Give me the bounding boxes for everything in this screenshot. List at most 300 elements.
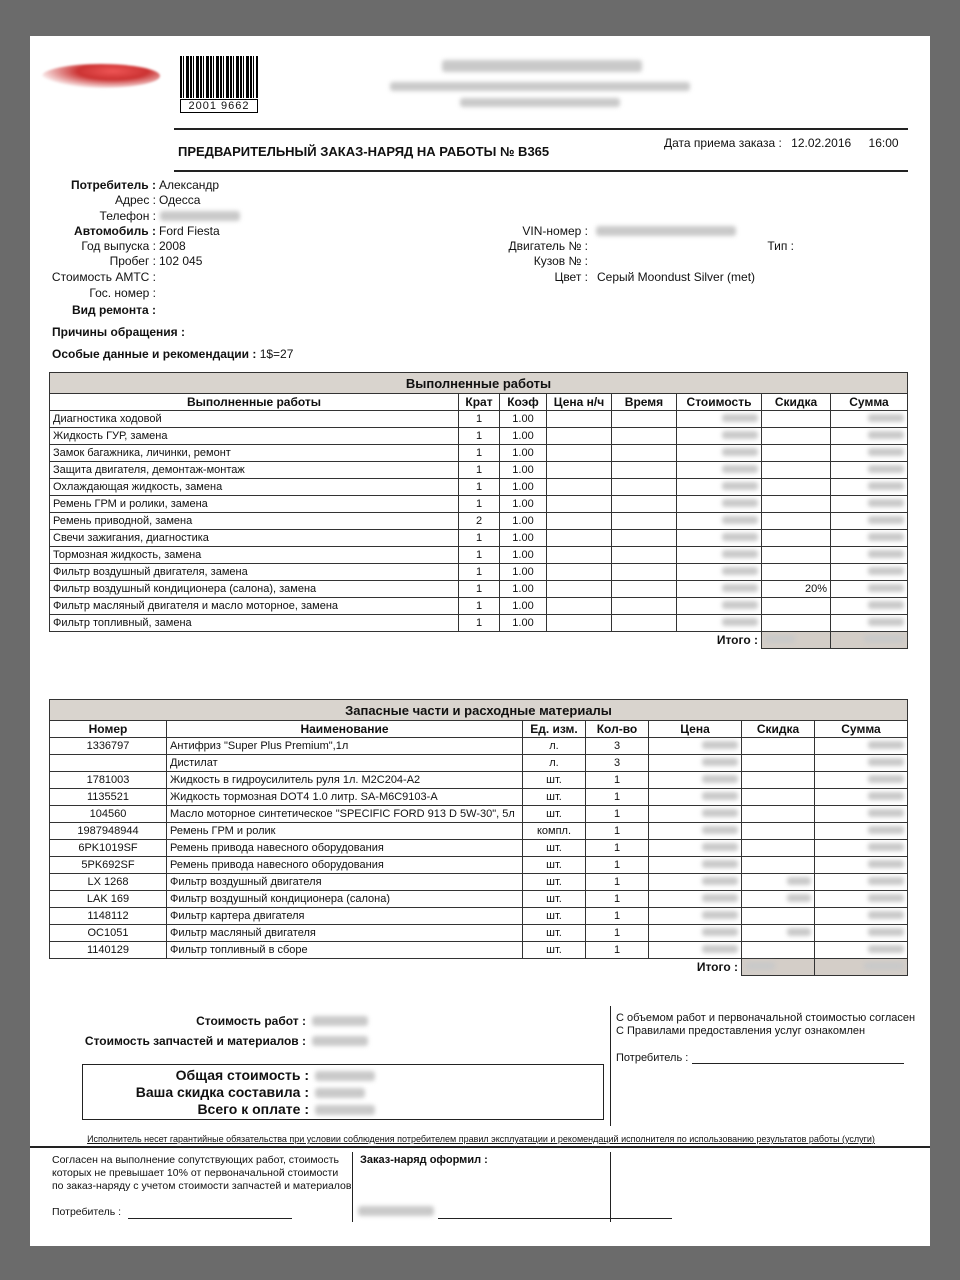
part-unit: шт. — [523, 840, 586, 857]
consumer-sign-label: Потребитель : — [616, 1052, 689, 1064]
parts-body — [50, 738, 908, 959]
part-price — [649, 925, 742, 942]
works-col-header: Коэф — [500, 394, 547, 411]
work-name: Охлаждающая жидкость, замена — [50, 479, 459, 496]
guarantee-note: Исполнитель несет гарантийные обязательства при условии соблюдения потребителем правил эксплуатации и рекомендаций исполнителя по использованию результатов работы (услуги) — [87, 1134, 875, 1144]
work-name: Диагностика ходовой — [50, 411, 459, 428]
work-time — [612, 445, 677, 462]
work-sum-redacted — [868, 533, 904, 541]
work-cost-redacted — [722, 431, 758, 439]
part-qty: 1 — [586, 908, 649, 925]
part-number: 1140129 — [50, 942, 167, 959]
issuer-name-redacted — [358, 1206, 434, 1216]
part-sum-redacted — [868, 928, 904, 936]
work-discount — [762, 496, 831, 513]
document-title: ПРЕДВАРИТЕЛЬНЫЙ ЗАКАЗ-НАРЯД НА РАБОТЫ № B365 — [178, 144, 550, 159]
work-name: Защита двигателя, демонтаж-монтаж — [50, 462, 459, 479]
part-qty: 1 — [586, 925, 649, 942]
work-discount — [762, 564, 831, 581]
work-time — [612, 428, 677, 445]
table-row — [50, 840, 908, 857]
table-row — [50, 615, 908, 632]
table-row — [50, 530, 908, 547]
part-number: 1135521 — [50, 789, 167, 806]
work-multiplier: 1 — [459, 462, 500, 479]
part-discount — [742, 789, 815, 806]
works-table-title: Выполненные работы — [50, 373, 908, 394]
work-sum — [831, 496, 908, 513]
part-unit: компл. — [523, 823, 586, 840]
agree-scope: С объемом работ и первоначальной стоимостью согласен — [616, 1012, 916, 1024]
works-cost-label: Стоимость работ : — [196, 1014, 306, 1028]
table-row — [50, 581, 908, 598]
consumer-sign-label-2: Потребитель : — [52, 1206, 122, 1218]
work-discount — [762, 513, 831, 530]
work-rate — [547, 513, 612, 530]
table-row — [50, 411, 908, 428]
part-name: Антифриз "Super Plus Premium",1л — [167, 738, 523, 755]
parts-col-header: Скидка — [742, 721, 815, 738]
part-sum — [815, 925, 908, 942]
work-cost — [677, 598, 762, 615]
part-number: LAK 169 — [50, 891, 167, 908]
total-box — [82, 1064, 604, 1120]
part-name: Фильтр топливный в сборе — [167, 942, 523, 959]
part-unit: шт. — [523, 942, 586, 959]
part-number: 5PK692SF — [50, 857, 167, 874]
work-coef: 1.00 — [500, 564, 547, 581]
work-cost — [677, 479, 762, 496]
work-rate — [547, 530, 612, 547]
pay-label: Всего к оплате : — [197, 1101, 309, 1117]
work-multiplier: 2 — [459, 513, 500, 530]
company-contacts-redacted — [460, 98, 620, 107]
parts-cost-redacted — [312, 1036, 368, 1046]
issued-sign-line — [438, 1218, 672, 1219]
discount-label: Ваша скидка составила : — [135, 1084, 309, 1100]
work-sum-redacted — [868, 414, 904, 422]
work-sum — [831, 530, 908, 547]
work-multiplier: 1 — [459, 615, 500, 632]
vin-redacted — [596, 226, 736, 236]
work-name: Свечи зажигания, диагностика — [50, 530, 459, 547]
parts-col-header: Кол-во — [586, 721, 649, 738]
work-time — [612, 564, 677, 581]
date-value: 12.02.2016 — [791, 136, 852, 150]
work-coef: 1.00 — [500, 530, 547, 547]
part-number: 1781003 — [50, 772, 167, 789]
part-price-redacted — [702, 843, 738, 851]
work-sum-redacted — [868, 499, 904, 507]
part-discount — [742, 806, 815, 823]
work-rate — [547, 479, 612, 496]
work-sum — [831, 513, 908, 530]
work-cost — [677, 581, 762, 598]
table-row — [50, 513, 908, 530]
part-name: Фильтр картера двигателя — [167, 908, 523, 925]
work-sum — [831, 462, 908, 479]
part-price — [649, 942, 742, 959]
part-sum — [815, 806, 908, 823]
part-price-redacted — [702, 826, 738, 834]
work-rate — [547, 564, 612, 581]
works-total-sum — [831, 632, 908, 649]
work-coef: 1.00 — [500, 547, 547, 564]
part-sum-redacted — [868, 894, 904, 902]
part-price — [649, 908, 742, 925]
part-price — [649, 891, 742, 908]
footer-divider-1 — [352, 1152, 353, 1222]
part-number: LX 1268 — [50, 874, 167, 891]
work-sum — [831, 547, 908, 564]
table-row — [50, 479, 908, 496]
parts-cost-label: Стоимость запчастей и материалов : — [84, 1034, 306, 1048]
part-unit: шт. — [523, 874, 586, 891]
work-discount — [762, 411, 831, 428]
total-cost-label: Общая стоимость : — [175, 1067, 309, 1083]
work-coef: 1.00 — [500, 411, 547, 428]
work-sum — [831, 564, 908, 581]
part-price — [649, 874, 742, 891]
work-multiplier: 1 — [459, 564, 500, 581]
car-label: Автомобиль : — [74, 224, 156, 238]
work-sum — [831, 598, 908, 615]
special-notes — [52, 347, 293, 361]
footer-rule — [30, 1146, 930, 1148]
work-coef: 1.00 — [500, 598, 547, 615]
part-qty: 1 — [586, 789, 649, 806]
special-value: 1$=27 — [259, 347, 294, 361]
work-cost — [677, 547, 762, 564]
work-cost — [677, 513, 762, 530]
works-body — [50, 411, 908, 632]
work-coef: 1.00 — [500, 615, 547, 632]
table-row — [50, 891, 908, 908]
work-discount — [762, 598, 831, 615]
parts-col-header: Сумма — [815, 721, 908, 738]
part-discount — [742, 772, 815, 789]
work-time — [612, 581, 677, 598]
work-cost-redacted — [722, 533, 758, 541]
work-time — [612, 479, 677, 496]
work-time — [612, 530, 677, 547]
work-cost — [677, 428, 762, 445]
part-number: 1987948944 — [50, 823, 167, 840]
work-name: Фильтр масляный двигателя и масло моторное, замена — [50, 598, 459, 615]
work-sum — [831, 411, 908, 428]
issued-by-label: Заказ-наряд оформил : — [360, 1154, 488, 1166]
part-unit: л. — [523, 755, 586, 772]
work-discount — [762, 445, 831, 462]
work-multiplier: 1 — [459, 547, 500, 564]
work-multiplier: 1 — [459, 479, 500, 496]
work-multiplier: 1 — [459, 411, 500, 428]
date-label: Дата приема заказа : — [664, 136, 782, 150]
phone-label: Телефон : — [99, 209, 156, 223]
part-name: Масло моторное синтетическое "SPECIFIC FORD 913 D 5W-30", 5л — [167, 806, 523, 823]
work-sum-redacted — [868, 516, 904, 524]
part-price-redacted — [702, 775, 738, 783]
address-label: Адрес : — [114, 193, 156, 207]
table-row — [50, 789, 908, 806]
car-value: Ford Fiesta — [159, 224, 220, 238]
part-unit: шт. — [523, 789, 586, 806]
work-rate — [547, 598, 612, 615]
work-coef: 1.00 — [500, 513, 547, 530]
part-unit: шт. — [523, 772, 586, 789]
part-price-redacted — [702, 911, 738, 919]
work-name: Ремень приводной, замена — [50, 513, 459, 530]
work-time — [612, 462, 677, 479]
work-cost-redacted — [722, 516, 758, 524]
part-qty: 1 — [586, 874, 649, 891]
work-sum-redacted — [868, 550, 904, 558]
part-sum — [815, 857, 908, 874]
work-sum-redacted — [868, 448, 904, 456]
pay-redacted — [315, 1105, 375, 1115]
part-qty: 1 — [586, 806, 649, 823]
work-coef: 1.00 — [500, 462, 547, 479]
header-rule-bottom — [174, 170, 908, 172]
discount-redacted — [315, 1088, 365, 1098]
parts-total-label: Итого : — [696, 960, 738, 975]
part-name: Ремень привода навесного оборудования — [167, 840, 523, 857]
part-sum-redacted — [868, 945, 904, 953]
parts-col-header: Ед. изм. — [523, 721, 586, 738]
part-price-redacted — [702, 877, 738, 885]
work-sum-redacted — [868, 482, 904, 490]
works-total-row — [50, 632, 908, 649]
table-row — [50, 496, 908, 513]
work-rate — [547, 462, 612, 479]
mileage-label: Пробег : — [109, 254, 156, 268]
part-number: 1148112 — [50, 908, 167, 925]
part-discount-redacted — [787, 894, 811, 902]
works-col-header: Время — [612, 394, 677, 411]
work-time — [612, 513, 677, 530]
work-name: Фильтр воздушный двигателя, замена — [50, 564, 459, 581]
consumer-label: Потребитель : — [70, 178, 156, 192]
work-discount — [762, 547, 831, 564]
part-name: Фильтр масляный двигателя — [167, 925, 523, 942]
works-col-header: Скидка — [762, 394, 831, 411]
work-time — [612, 615, 677, 632]
work-coef: 1.00 — [500, 581, 547, 598]
part-qty: 3 — [586, 738, 649, 755]
works-col-header: Цена н/ч — [547, 394, 612, 411]
part-unit: шт. — [523, 891, 586, 908]
works-col-header: Выполненные работы — [50, 394, 459, 411]
work-cost — [677, 564, 762, 581]
plate-label: Гос. номер : — [89, 286, 156, 300]
part-price — [649, 789, 742, 806]
part-qty: 1 — [586, 857, 649, 874]
work-time — [612, 547, 677, 564]
order-document — [30, 36, 930, 1246]
barcode — [180, 56, 258, 114]
part-sum — [815, 908, 908, 925]
work-sum-redacted — [868, 567, 904, 575]
work-discount — [762, 479, 831, 496]
company-address-redacted — [390, 82, 690, 91]
work-sum — [831, 445, 908, 462]
part-unit: шт. — [523, 806, 586, 823]
work-discount — [762, 530, 831, 547]
part-price — [649, 772, 742, 789]
works-cost-redacted — [312, 1016, 368, 1026]
part-sum-redacted — [868, 792, 904, 800]
part-unit: шт. — [523, 857, 586, 874]
table-row — [50, 755, 908, 772]
part-qty: 1 — [586, 891, 649, 908]
part-discount-redacted — [787, 928, 811, 936]
part-name: Дистилат — [167, 755, 523, 772]
table-row — [50, 857, 908, 874]
year-label: Год выпуска : — [81, 239, 156, 253]
work-name: Тормозная жидкость, замена — [50, 547, 459, 564]
part-price-redacted — [702, 741, 738, 749]
consumer-sign-line-2 — [128, 1218, 292, 1219]
work-rate — [547, 547, 612, 564]
work-cost-redacted — [722, 482, 758, 490]
works-col-header: Стоимость — [677, 394, 762, 411]
part-number: 1336797 — [50, 738, 167, 755]
work-cost-redacted — [722, 499, 758, 507]
work-multiplier: 1 — [459, 530, 500, 547]
consumer-value: Александр — [159, 178, 220, 192]
part-price — [649, 806, 742, 823]
table-row — [50, 908, 908, 925]
work-cost-redacted — [722, 584, 758, 592]
part-discount — [742, 755, 815, 772]
part-price-redacted — [702, 860, 738, 868]
parts-table — [49, 699, 908, 976]
work-sum-redacted — [868, 601, 904, 609]
part-number: OC1051 — [50, 925, 167, 942]
work-rate — [547, 411, 612, 428]
work-name: Фильтр топливный, замена — [50, 615, 459, 632]
part-sum — [815, 789, 908, 806]
part-qty: 3 — [586, 755, 649, 772]
work-cost — [677, 411, 762, 428]
part-qty: 1 — [586, 823, 649, 840]
work-discount — [762, 428, 831, 445]
table-row — [50, 445, 908, 462]
table-row — [50, 564, 908, 581]
work-coef: 1.00 — [500, 428, 547, 445]
part-number: 6PK1019SF — [50, 840, 167, 857]
special-label: Особые данные и рекомендации : — [52, 347, 257, 361]
table-row — [50, 738, 908, 755]
consent-text: Согласен на выполнение сопутствующих работ, стоимость которых не превышает 10% от первоначальной стоимости по заказ-наряду с учетом стоимости запчастей и материалов — [52, 1154, 352, 1192]
consumer-sign-line — [692, 1063, 904, 1064]
reasons-label: Причины обращения : — [52, 325, 186, 339]
work-cost — [677, 445, 762, 462]
part-price-redacted — [702, 758, 738, 766]
part-discount — [742, 942, 815, 959]
part-discount — [742, 823, 815, 840]
part-sum — [815, 823, 908, 840]
work-cost-redacted — [722, 601, 758, 609]
part-unit: шт. — [523, 925, 586, 942]
parts-col-header: Номер — [50, 721, 167, 738]
part-name: Фильтр воздушный двигателя — [167, 874, 523, 891]
work-name: Замок багажника, личинки, ремонт — [50, 445, 459, 462]
table-row — [50, 547, 908, 564]
barcode-bars — [180, 56, 258, 98]
parts-total-row — [50, 959, 908, 976]
work-cost-redacted — [722, 414, 758, 422]
work-sum — [831, 615, 908, 632]
engine-label: Двигатель № : — [508, 239, 588, 253]
work-coef: 1.00 — [500, 496, 547, 513]
work-name: Ремень ГРМ и ролики, замена — [50, 496, 459, 513]
works-header-row — [50, 394, 908, 411]
part-sum-redacted — [868, 758, 904, 766]
table-row — [50, 462, 908, 479]
part-discount-redacted — [787, 877, 811, 885]
table-row — [50, 598, 908, 615]
part-sum-redacted — [868, 741, 904, 749]
work-time — [612, 598, 677, 615]
part-sum-redacted — [868, 843, 904, 851]
work-rate — [547, 496, 612, 513]
part-number: 104560 — [50, 806, 167, 823]
part-name: Фильтр воздушный кондиционера (салона) — [167, 891, 523, 908]
part-price-redacted — [702, 928, 738, 936]
work-cost — [677, 615, 762, 632]
part-discount — [742, 857, 815, 874]
part-name: Ремень привода навесного оборудования — [167, 857, 523, 874]
body-label: Кузов № : — [533, 254, 588, 268]
part-discount — [742, 925, 815, 942]
order-date — [664, 136, 899, 150]
work-cost-redacted — [722, 618, 758, 626]
part-sum-redacted — [868, 860, 904, 868]
part-unit: шт. — [523, 908, 586, 925]
part-qty: 1 — [586, 772, 649, 789]
work-sum-redacted — [868, 584, 904, 592]
work-multiplier: 1 — [459, 445, 500, 462]
color-label: Цвет : — [554, 270, 588, 284]
work-name: Жидкость ГУР, замена — [50, 428, 459, 445]
works-total-discount — [762, 632, 831, 649]
type-label: Тип : — [767, 239, 794, 253]
work-coef: 1.00 — [500, 479, 547, 496]
company-name-redacted — [442, 60, 642, 72]
work-sum — [831, 428, 908, 445]
part-price — [649, 823, 742, 840]
time-value: 16:00 — [868, 136, 899, 150]
header-rule-top — [174, 128, 908, 130]
work-sum-redacted — [868, 431, 904, 439]
work-sum-redacted — [868, 618, 904, 626]
work-multiplier: 1 — [459, 598, 500, 615]
works-col-header: Крат — [459, 394, 500, 411]
parts-col-header: Наименование — [167, 721, 523, 738]
work-name: Фильтр воздушный кондиционера (салона), замена — [50, 581, 459, 598]
agreement-divider — [610, 1006, 611, 1126]
work-multiplier: 1 — [459, 428, 500, 445]
work-cost-redacted — [722, 465, 758, 473]
part-sum — [815, 942, 908, 959]
parts-total-discount — [742, 959, 815, 976]
work-discount — [762, 462, 831, 479]
parts-header-row — [50, 721, 908, 738]
work-time — [612, 411, 677, 428]
part-sum — [815, 738, 908, 755]
part-qty: 1 — [586, 942, 649, 959]
